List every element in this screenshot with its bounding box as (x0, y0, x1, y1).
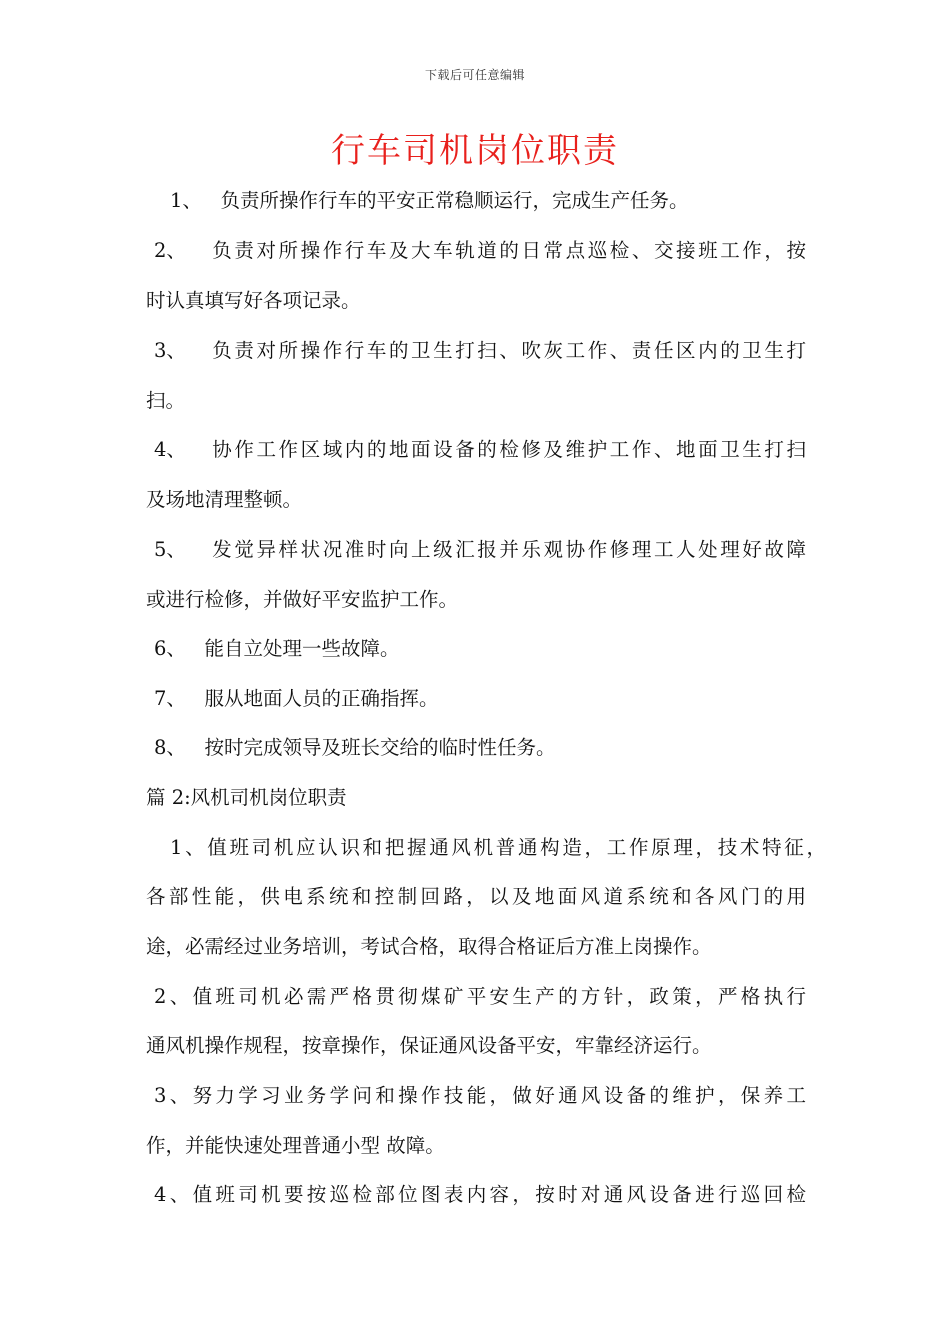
paragraph-line: 2、值班司机必需严格贯彻煤矿平安生产的方针，政策，严格执行 (154, 985, 806, 1008)
item-number: 7、 (154, 687, 186, 710)
header-note: 下载后可任意编辑 (424, 68, 525, 82)
item-number: 1、 (170, 189, 202, 212)
paragraph-line: 途，必需经过业务培训，考试合格，取得合格证后方准上岗操作。 (146, 935, 712, 958)
paragraph-line: 各部性能，供电系统和控制回路，以及地面风道系统和各风门的用 (146, 885, 806, 908)
list-item-continuation: 及场地清理整顿。 (146, 488, 303, 511)
item-text: 发觉异样状况准时向上级汇报并乐观协作修理工人处理好故障 (212, 538, 806, 561)
item-text: 协作工作区域内的地面设备的检修及维护工作、地面卫生打扫 (212, 438, 806, 461)
list-item-continuation: 时认真填写好各项记录。 (146, 289, 361, 312)
list-item (154, 336, 806, 366)
item-text: 负责对所操作行车的卫生打扫、吹灰工作、责任区内的卫生打 (212, 339, 806, 362)
item-number: 6、 (154, 637, 186, 660)
item-number: 4、 (154, 438, 186, 461)
list-item (154, 733, 834, 763)
list-item (170, 186, 770, 216)
paragraph-line: 通风机操作规程，按章操作，保证通风设备平安，牢靠经济运行。 (146, 1034, 712, 1057)
item-number: 2、 (154, 239, 186, 262)
list-item (154, 535, 806, 565)
list-item (154, 236, 806, 266)
item-text: 负责所操作行车的平安正常稳顺运行，完成生产任务。 (220, 189, 689, 212)
list-item (154, 684, 834, 714)
item-text: 按时完成领导及班长交给的临时性任务。 (204, 736, 556, 759)
item-number: 5、 (154, 538, 186, 561)
item-text: 负责对所操作行车及大车轨道的日常点巡检、交接班工作，按 (212, 239, 806, 262)
list-item (154, 435, 806, 465)
list-item (154, 634, 834, 664)
item-text: 服从地面人员的正确指挥。 (204, 687, 439, 710)
list-item-continuation: 或进行检修，并做好平安监护工作。 (146, 588, 459, 611)
page-title: 行车司机岗位职责 (331, 131, 619, 171)
paragraph-line: 1、值班司机应认识和把握通风机普通构造，工作原理，技术特征， (170, 836, 826, 859)
paragraph-line: 3、努力学习业务学问和操作技能，做好通风设备的维护，保养工 (154, 1084, 806, 1107)
list-item-continuation: 扫。 (146, 389, 186, 412)
paragraph-line: 作，并能快速处理普通小型 故障。 (146, 1134, 445, 1157)
paragraph-line: 4、值班司机要按巡检部位图表内容，按时对通风设备进行巡回检 (154, 1183, 806, 1206)
item-number: 3、 (154, 339, 186, 362)
item-text: 能自立处理一些故障。 (204, 637, 400, 660)
item-number: 8、 (154, 736, 186, 759)
section-heading: 篇 2:风机司机岗位职责 (146, 786, 347, 809)
